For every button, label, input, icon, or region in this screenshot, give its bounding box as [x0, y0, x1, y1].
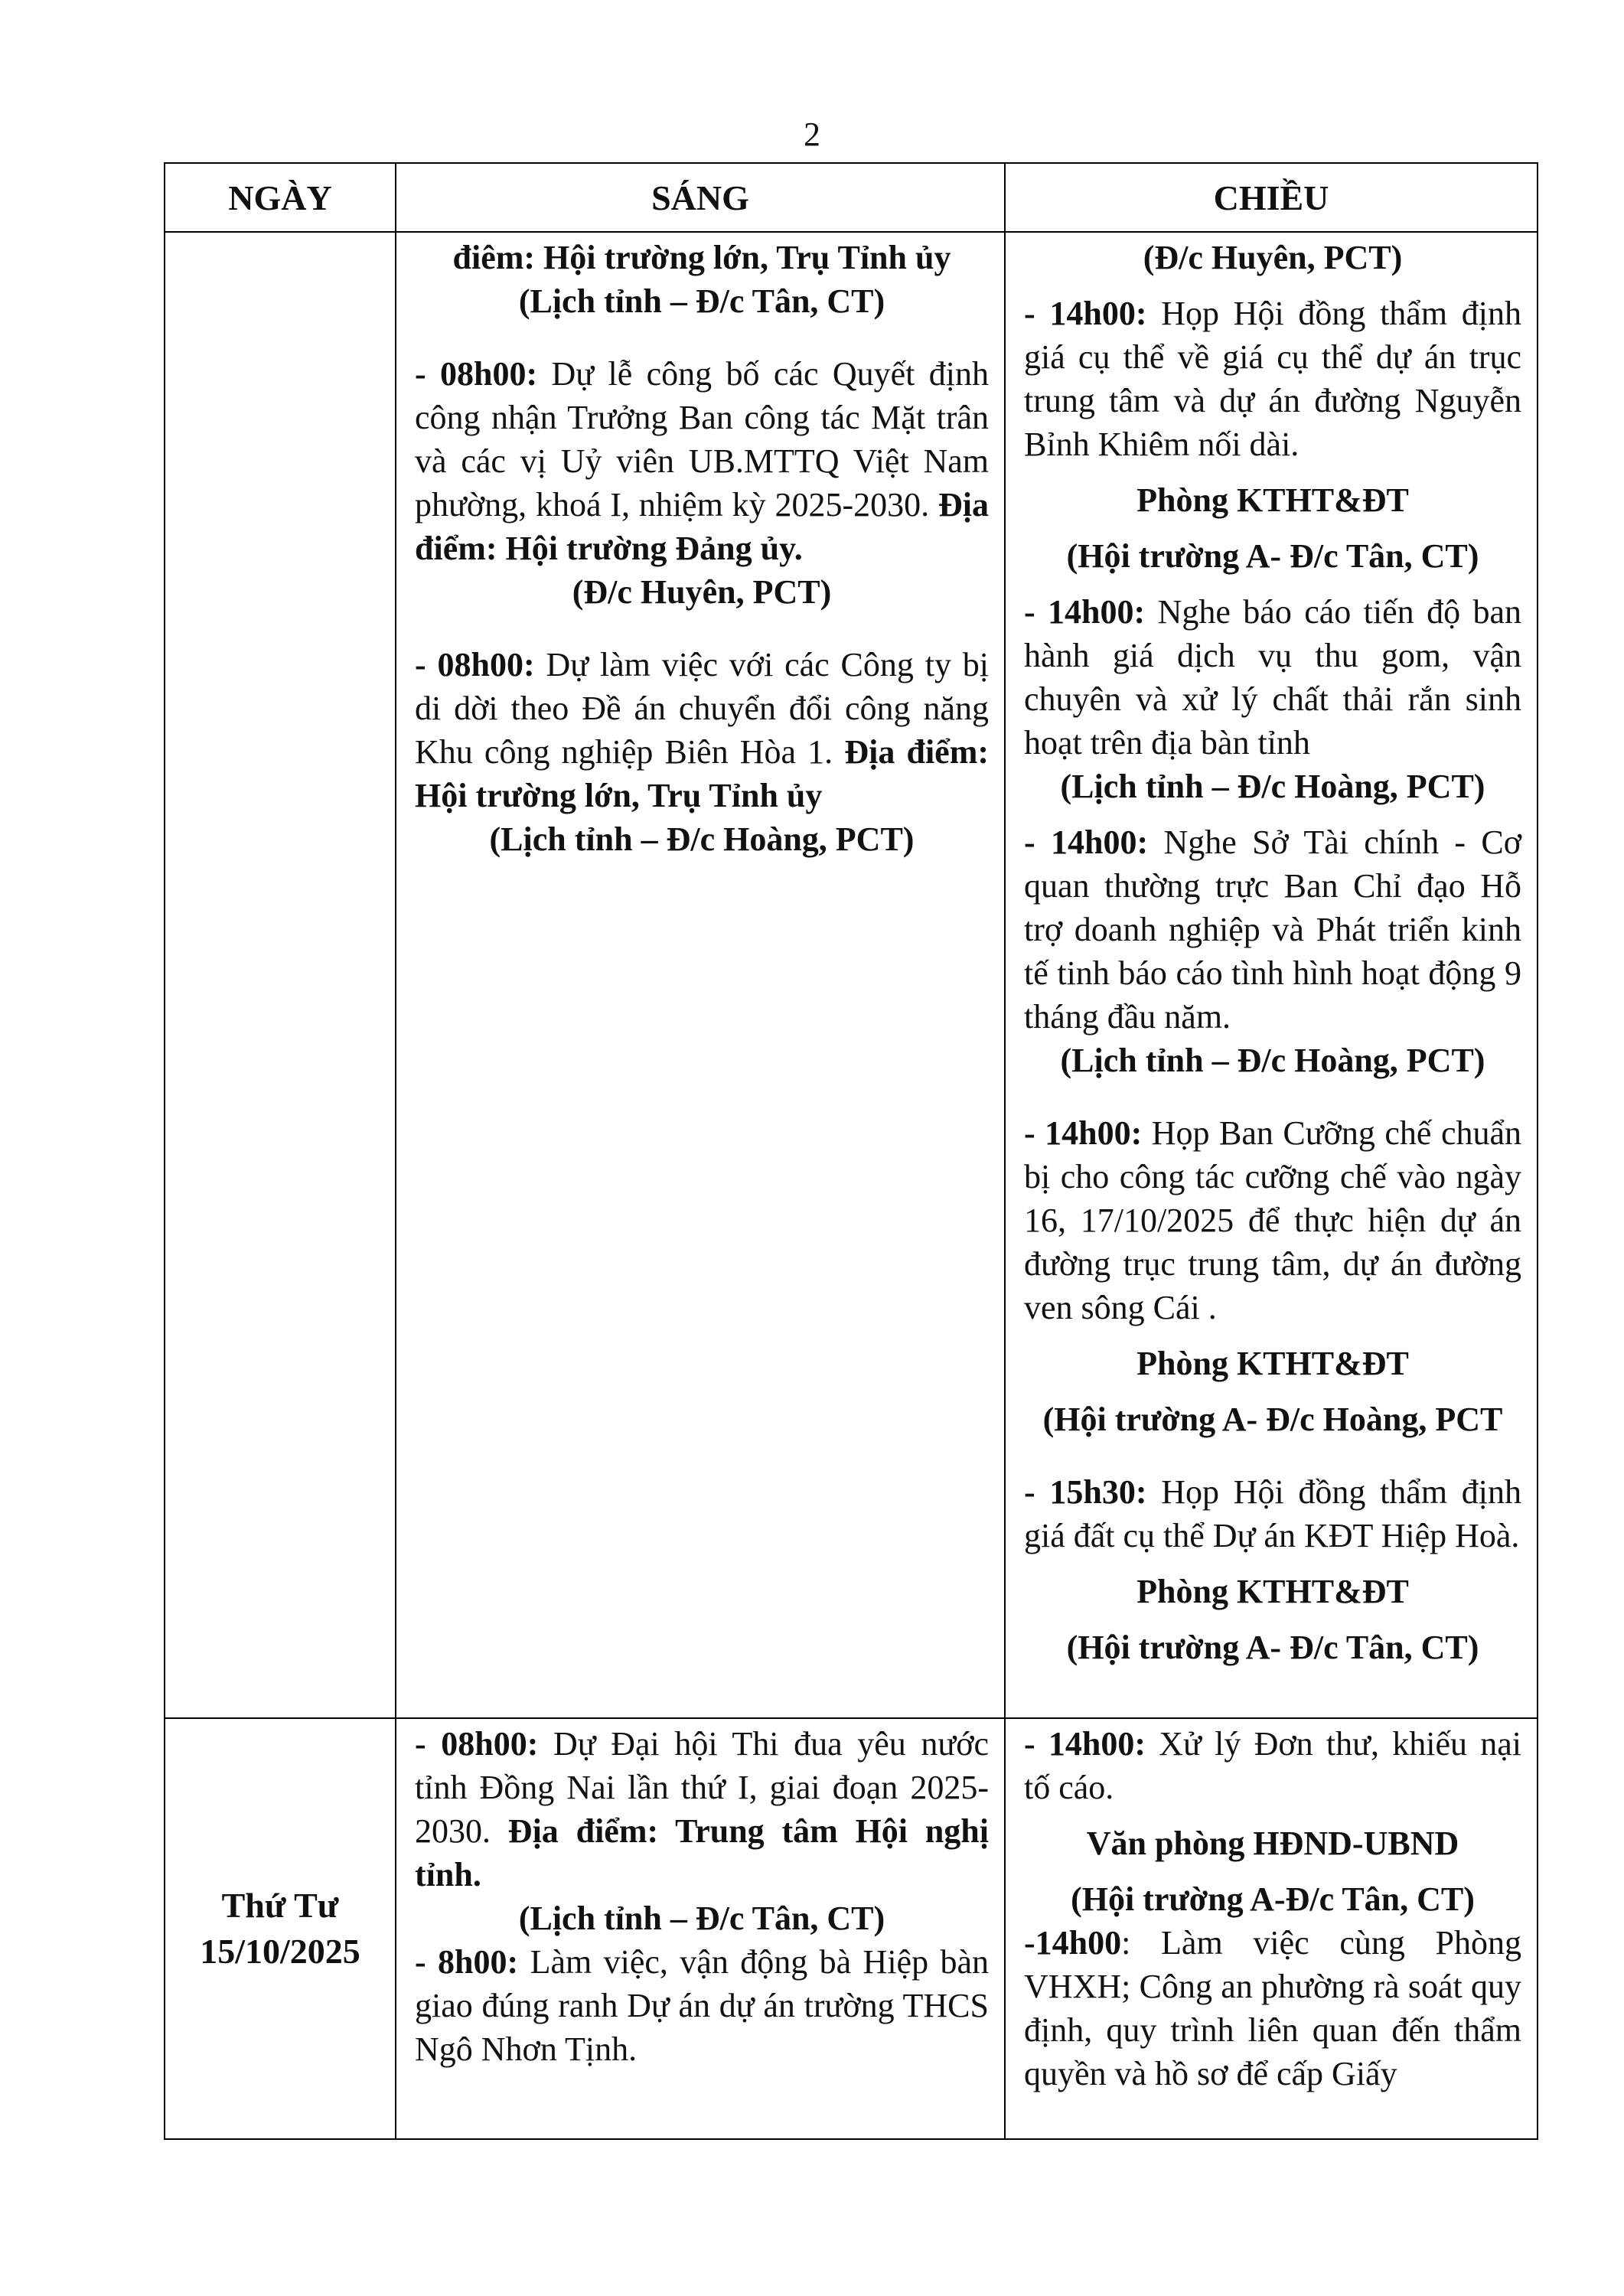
morning-cell — [396, 232, 1005, 1718]
page-number: 2 — [804, 116, 820, 153]
entry-note: (Lịch tỉnh – Đ/c Tân, CT) — [518, 282, 885, 320]
entry-note: (Hội trường A- Đ/c Tân, CT) — [1066, 1629, 1479, 1666]
header-day: NGÀY — [165, 163, 396, 232]
entry: - 15h30: Họp Hội đồng thẩm định giá đất cụ thể Dự án KĐT Hiệp Hoà. — [1024, 1473, 1521, 1554]
entry: - 14h00: Xử lý Đơn thư, khiếu nại tố cáo. — [1024, 1725, 1521, 1806]
entry: - 14h00: Họp Hội đồng thẩm định giá cụ thể về giá cụ thể dự án trục trung tâm và dự án đường Nguyễn Bỉnh Khiêm nối dài. — [1024, 295, 1521, 463]
entry: - 14h00: Nghe Sở Tài chính - Cơ quan thường trực Ban Chỉ đạo Hỗ trợ doanh nghiệp và Phát triển kinh tế tinh báo cáo tình hình hoạt động 9 tháng đầu năm. — [1024, 823, 1521, 1035]
entry-note: Phòng KTHT&ĐT — [1136, 1573, 1409, 1610]
entry: - 14h00: Nghe báo cáo tiến độ ban hành giá dịch vụ thu gom, vận chuyên và xử lý chất thải rắn sinh hoạt trên địa bàn tỉnh — [1024, 593, 1521, 762]
morning-cell — [396, 1718, 1005, 2139]
entry-note: Phòng KTHT&ĐT — [1136, 1345, 1409, 1382]
entry: - 08h00: Dự lễ công bố các Quyết định công nhận Trưởng Ban công tác Mặt trân và các vị Uỷ viên UB.MTTQ Việt Nam phường, khoá I, nhiệm kỳ 2025-2030. Địa điểm: Hội trường Đảng ủy. — [415, 355, 990, 567]
table-header-row — [165, 163, 1538, 232]
entry-note: (Lịch tỉnh – Đ/c Tân, CT) — [518, 1900, 885, 1937]
entry-note: (Lịch tỉnh – Đ/c Hoàng, PCT) — [1060, 768, 1485, 805]
entry-note: (Đ/c Huyên, PCT) — [572, 573, 832, 611]
entry-note: (Hội trường A- Đ/c Tân, CT) — [1066, 537, 1479, 575]
weekday: Thứ Tư — [221, 1886, 339, 1925]
entry: -14h00: Làm việc cùng Phòng VHXH; Công an phường rà soát quy định, quy trình liên quan đến thẩm quyền và hồ sơ để cấp Giấy — [1024, 1924, 1521, 2092]
entry: - 08h00: Dự làm việc với các Công ty bị di dời theo Đề án chuyển đổi công năng Khu công nghiệp Biên Hòa 1. Địa điểm: Hội trường lớn, Trụ Tỉnh ủy — [415, 646, 990, 814]
entry-note: (Lịch tỉnh – Đ/c Hoàng, PCT) — [489, 820, 915, 858]
day-cell — [165, 1718, 396, 2139]
entry-note: (Đ/c Huyên, PCT) — [1143, 239, 1403, 276]
entry-note: Văn phòng HĐND-UBND — [1086, 1825, 1459, 1862]
date: 15/10/2025 — [200, 1932, 360, 1971]
entry-text: điêm: Hội trường lớn, Trụ Tỉnh ủy — [452, 239, 951, 276]
entry: - 08h00: Dự Đại hội Thi đua yêu nước tỉnh Đồng Nai lần thứ I, giai đoạn 2025-2030. Địa điểm: Trung tâm Hội nghị tỉnh. — [415, 1725, 990, 1893]
afternoon-cell — [1005, 232, 1538, 1718]
entry-note: Phòng KTHT&ĐT — [1136, 481, 1409, 519]
table-row — [165, 232, 1538, 1718]
entry: - 8h00: Làm việc, vận động bà Hiệp bàn giao đúng ranh Dự án dự án trường THCS Ngô Nhơn Tịnh. — [415, 1943, 990, 2068]
entry: - 14h00: Họp Ban Cưỡng chế chuẩn bị cho công tác cưỡng chế vào ngày 16, 17/10/2025 để thực hiện dự án đường trục trung tâm, dự án đường ven sông Cái . — [1024, 1114, 1522, 1326]
afternoon-cell — [1005, 1718, 1538, 2139]
entry-note: (Lịch tỉnh – Đ/c Hoàng, PCT) — [1060, 1042, 1485, 1079]
header-morning: SÁNG — [396, 163, 1005, 232]
day-cell — [165, 232, 396, 1718]
entry-note: (Hội trường A- Đ/c Hoàng, PCT — [1042, 1401, 1503, 1438]
table-row — [165, 1718, 1538, 2139]
schedule-table — [164, 162, 1538, 2140]
header-afternoon: CHIỀU — [1005, 163, 1538, 232]
entry-note: (Hội trường A-Đ/c Tân, CT) — [1071, 1880, 1475, 1918]
